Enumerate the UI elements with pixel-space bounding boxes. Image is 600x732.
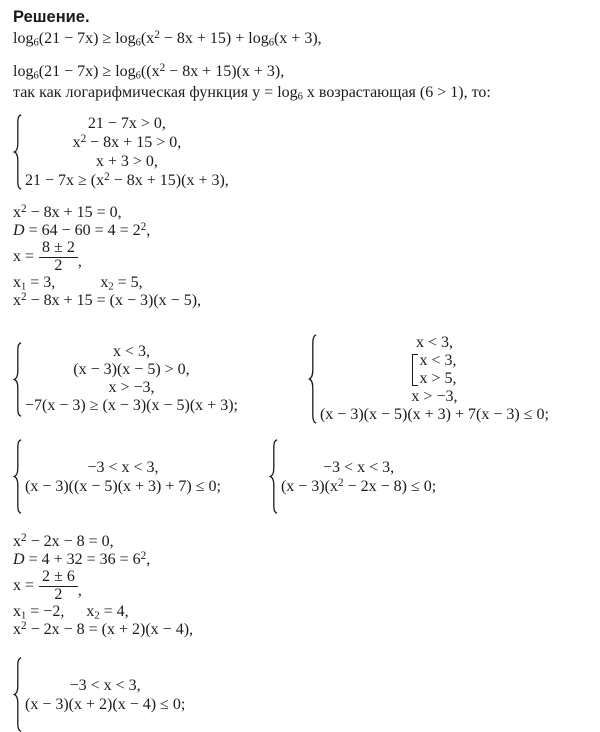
- system-lines: [25, 458, 221, 496]
- roots-line: [13, 274, 594, 292]
- root-2: $x_2 = 5$,: [100, 274, 143, 293]
- system-line: 21 − 7x > 0,: [87, 115, 166, 132]
- numerator: 8 ± 2: [39, 240, 78, 258]
- system-line: $(x - 3)(x^2 - 2x - 8) \le 0$;: [280, 476, 437, 495]
- curly-brace-icon: [13, 657, 22, 732]
- system-lines: [25, 114, 229, 190]
- system-line: (x − 3)(x − 5)(x + 3) + 7(x − 3) ≤ 0;: [319, 406, 549, 423]
- system-lines: [25, 343, 238, 415]
- system-line: −3 < x < 3,: [69, 676, 141, 694]
- root-2: $x_2 = 4$,: [86, 603, 129, 622]
- fraction-tail: ,: [77, 582, 82, 599]
- denominator: 2: [54, 586, 63, 603]
- system-case-right: [308, 334, 549, 424]
- system-line: x > −3,: [411, 388, 458, 405]
- quadratic-solution-2: [13, 533, 594, 639]
- fraction-tail: ,: [77, 253, 82, 270]
- system-line: x > −3,: [108, 379, 155, 396]
- system-line: $x^2 - 8x + 15 > 0$,: [72, 132, 182, 151]
- system-lines: [320, 334, 549, 424]
- explanation-text: так как логарифмическая функция $y = \log_6 x$ возрастающая (6 > 1), то:: [13, 84, 491, 103]
- union-lines: [419, 352, 456, 388]
- equation-line: $x^2 - 2x - 8 = 0$,: [13, 531, 114, 550]
- curly-brace-icon: [13, 114, 22, 190]
- factored-line: $x^2 - 8x + 15 = (x - 3)(x - 5)$,: [13, 290, 202, 309]
- fraction-lhs: x =: [13, 248, 35, 265]
- root-1: $x_1 = -2$,: [13, 603, 65, 622]
- system-line: (x − 3)((x − 5)(x + 3) + 7) ≤ 0;: [25, 477, 221, 495]
- system-line: $21 - 7x \ge (x^2 - 8x + 15)(x + 3)$,: [25, 170, 229, 189]
- system-line: x < 3,: [415, 334, 453, 351]
- system-line: −3 < x < 3,: [87, 458, 159, 476]
- fraction-line: [13, 240, 594, 274]
- system-case-left: [13, 342, 238, 417]
- curly-brace-icon: [13, 439, 22, 514]
- equation-line-1: $\log_6(21 - 7x) \ge \log_6(x^2 - 8x + 15) + \log_6(x + 3)$,: [13, 28, 322, 49]
- fraction: [39, 569, 78, 603]
- discriminant-line: $D = 64 - 60 = 4 = 2^2$,: [13, 220, 151, 239]
- union-line: x < 3,: [419, 352, 457, 369]
- fraction-line: [13, 569, 594, 603]
- curly-brace-icon: [13, 342, 22, 417]
- equation-line-2: $\log_6(21 - 7x) \ge \log_6((x^2 - 8x + 15)(x + 3)$,: [13, 61, 285, 82]
- quadratic-solution-1: [13, 204, 594, 310]
- system-lines: [281, 458, 436, 496]
- system-simplified-left: [13, 439, 221, 514]
- equation-line: $x^2 - 8x + 15 = 0$,: [13, 202, 122, 221]
- fraction: [39, 240, 78, 274]
- curly-brace-icon: [308, 334, 317, 424]
- union-bracket-group: [412, 352, 456, 388]
- square-bracket-icon: [412, 354, 418, 386]
- systems-row-2: [13, 439, 594, 514]
- system-simplified-right: [269, 439, 436, 514]
- union-line: x > 5,: [419, 370, 457, 387]
- denominator: 2: [54, 257, 63, 274]
- system-line: (x − 3)(x − 5) > 0,: [73, 361, 190, 378]
- fraction-lhs: x =: [13, 577, 35, 594]
- systems-row-1: [13, 334, 594, 424]
- factored-line: $x^2 - 2x - 8 = (x + 2)(x - 4)$,: [13, 619, 194, 638]
- root-1: $x_1 = 3$,: [13, 274, 56, 293]
- system-lines: [25, 676, 185, 714]
- system-line: −7(x − 3) ≥ (x − 3)(x − 5)(x + 3);: [25, 397, 238, 414]
- system-final: [13, 657, 594, 732]
- system-conditions: [13, 114, 594, 190]
- system-line: x + 3 > 0,: [95, 153, 158, 170]
- roots-line: [13, 603, 594, 621]
- solution-title: Решение.: [13, 8, 90, 26]
- discriminant-line: $D = 4 + 32 = 36 = 6^2$,: [13, 549, 151, 568]
- system-line: (x − 3)(x + 2)(x − 4) ≤ 0;: [25, 695, 186, 713]
- system-line: −3 < x < 3,: [323, 458, 395, 476]
- numerator: 2 ± 6: [39, 569, 78, 587]
- system-line: x < 3,: [112, 343, 150, 360]
- curly-brace-icon: [269, 439, 278, 514]
